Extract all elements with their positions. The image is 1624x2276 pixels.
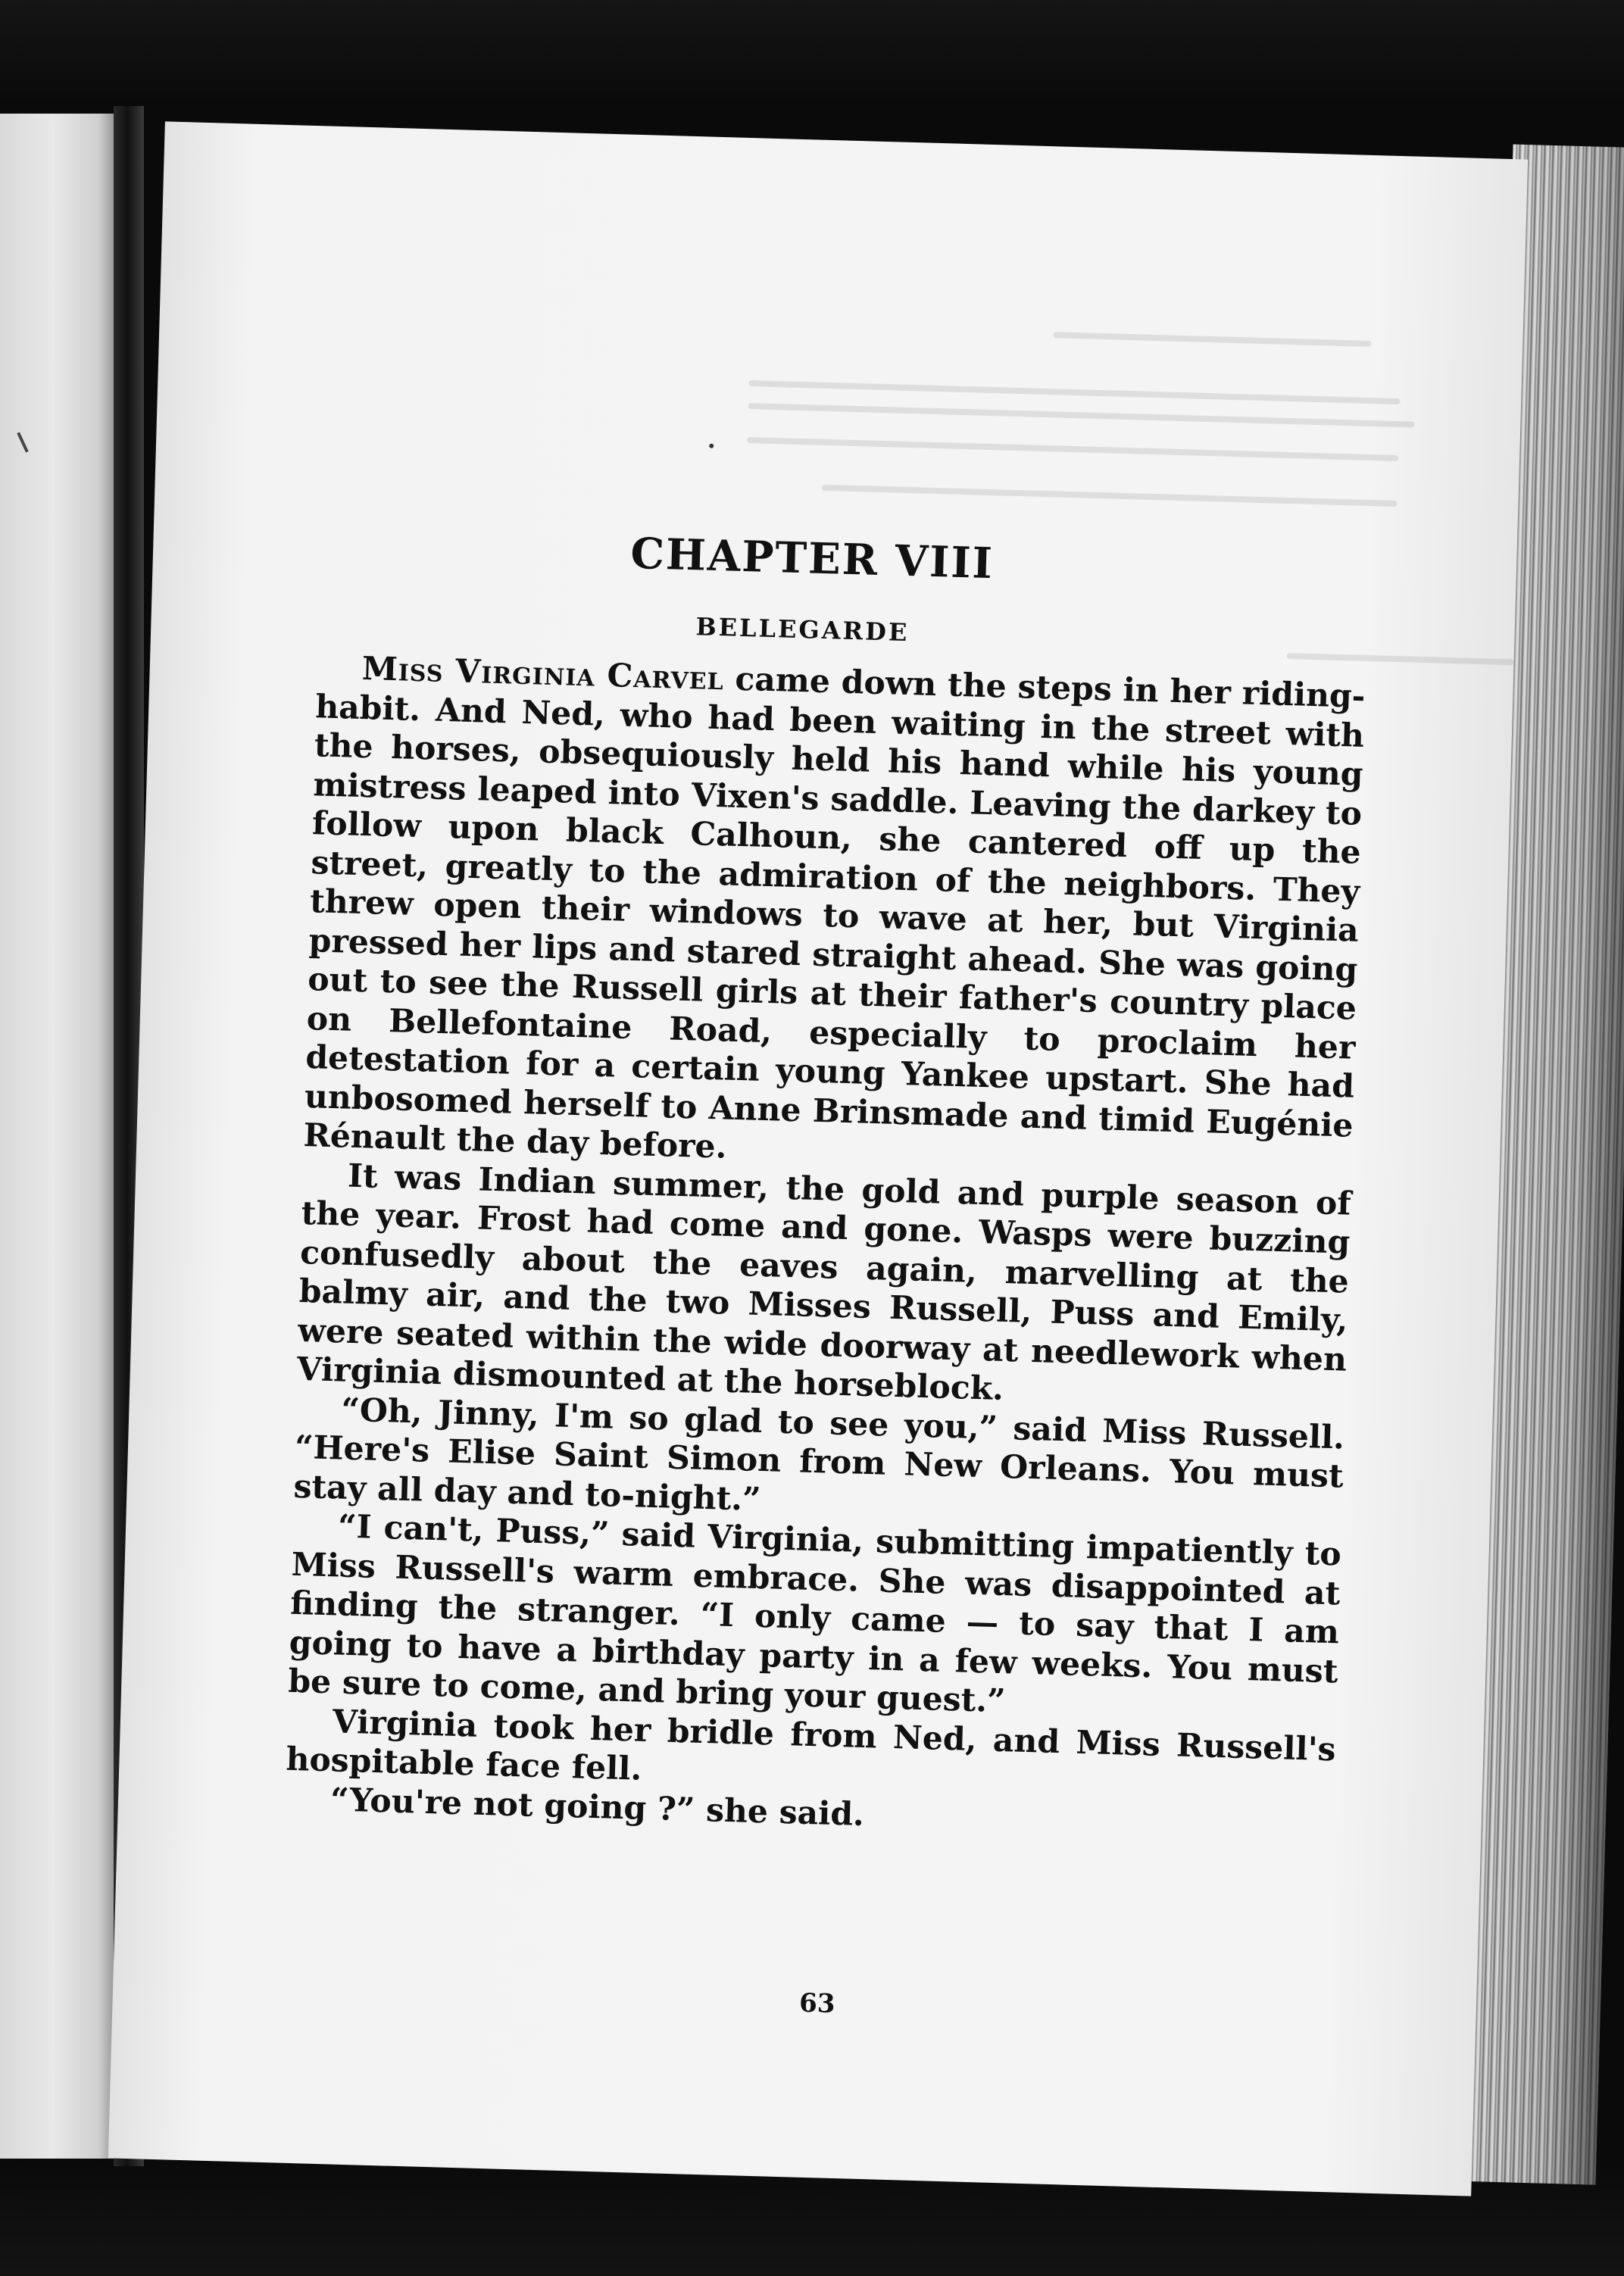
bleed-through-line [748, 403, 1415, 428]
left-page-mark [17, 432, 28, 452]
bleed-through-line [822, 485, 1398, 507]
dust-speck [709, 444, 714, 448]
previous-page-edge [0, 114, 114, 2159]
page-number: 63 [798, 1987, 836, 2020]
paragraph: “You're not going ?” she said. [329, 1780, 865, 1834]
bleed-through-line [748, 380, 1400, 404]
paragraph [303, 648, 1366, 1185]
bleed-through-line [747, 437, 1398, 461]
chapter-subtitle: BELLEGARDE [695, 612, 910, 648]
chapter-title: CHAPTER VIII [629, 528, 995, 589]
book-page [108, 121, 1528, 2196]
bleed-through-line [1287, 653, 1514, 665]
body-text [284, 648, 1366, 1847]
bleed-through-line [1053, 332, 1371, 347]
paragraph: It was Indian summer, the gold and purple season of the year. Frost had come and gone. Wasps were buzzing confusedly about the eaves again, marvelling at the balmy air, and the two Misses Russell, Puss and Emily, were seated within the wide doorway at needlework when Virginia dismounted at the horseblock. [296, 1157, 1352, 1408]
paragraph-text: came down the steps in her riding-habit. And Ned, who had been waiting in the street with the horses, obsequiously held his hand while his young mistress leaped into Vixen's saddle. Leaving the darkey to follow upon black Calhoun, she cantered off up the street, greatly to the admiration of the neighbors. They threw open their windows to wave at her, but Virginia pressed her lips and stared straight ahead. She was going out to see the Russell girls at their father's country place on Bellefontaine Road, especially to proclaim her detestation for a certain young Yankee upstart. She had unbosomed herself to Anne Brinsmade and timid Eugénie Rénault the day before. [302, 660, 1366, 1166]
paragraph: “Oh, Jinny, I'm so glad to see you,” said Miss Russell. “Here's Elise Saint Simon from New Orleans. You must stay all day and to-night.” [292, 1391, 1345, 1519]
paragraph-lead-name: Miss Virginia Carvel [361, 649, 725, 698]
paragraph: “I can't, Puss,” said Virginia, submitting impatiently to Miss Russell's warm embrace. She was disappointed at finding the stranger. “I only came — to say that I am going to have a birthday party in a few weeks. You must be sure to come, and bring your guest.” [287, 1507, 1342, 1721]
paragraph: Virginia took her bridle from Ned, and Miss Russell's hospitable face fell. [285, 1702, 1337, 1788]
